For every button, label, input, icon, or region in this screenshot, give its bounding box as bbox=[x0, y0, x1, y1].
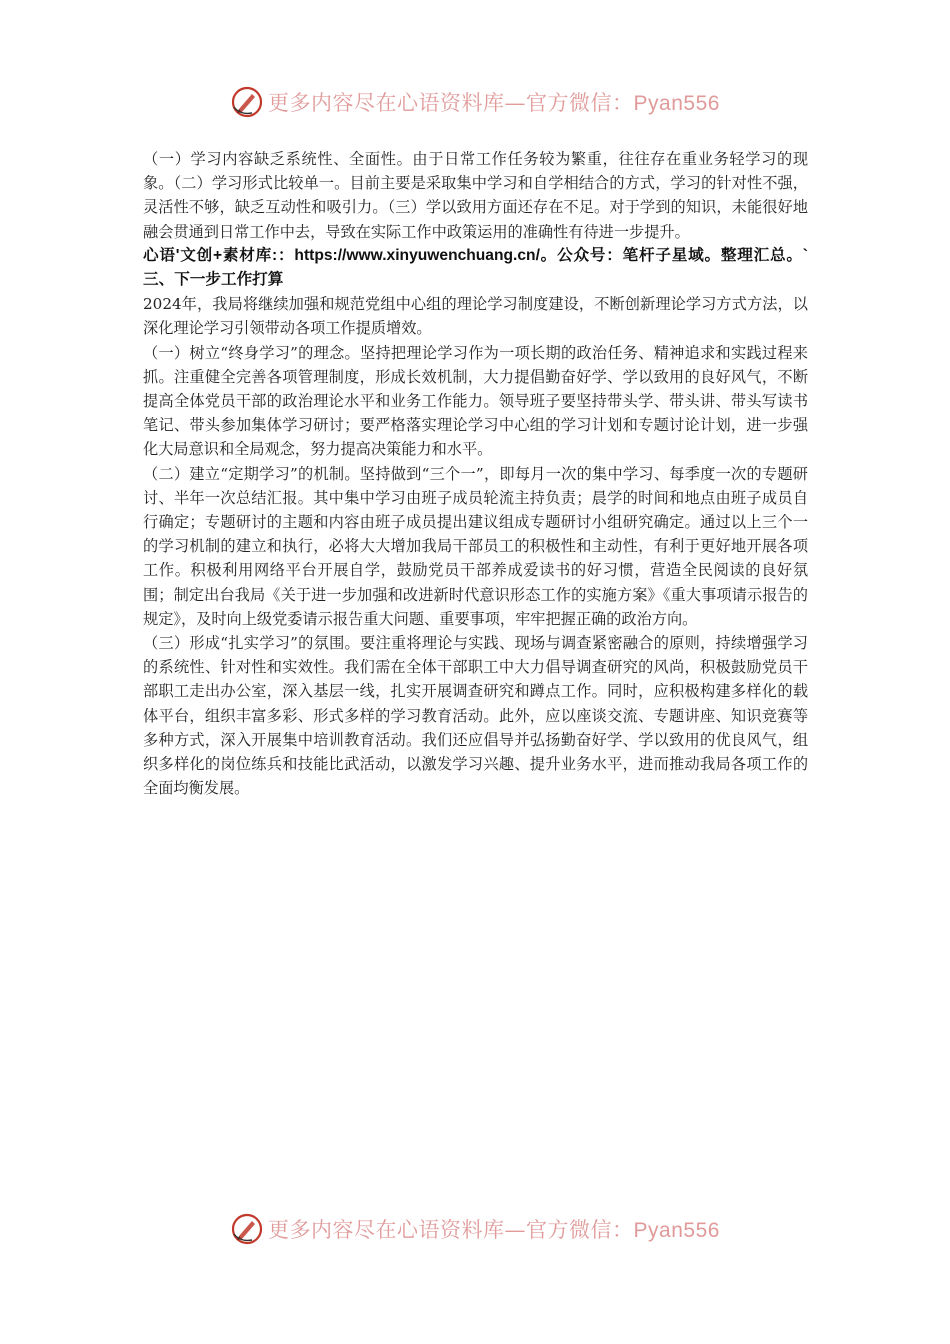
header-banner bbox=[0, 82, 950, 122]
wechat-id: Pyan556 bbox=[633, 92, 720, 115]
pen-nib-logo-icon bbox=[230, 85, 264, 119]
paragraph-lifelong-learning: （一）树立“终身学习”的理念。坚持把理论学习作为一项长期的政治任务、精神追求和实践过程来抓。注重健全完善各项管理制度，形成长效机制，大力提倡勤奋好学、学以致用的良好风气，不断提高全体党员干部的政治理论水平和业务工作能力。领导班子要坚持带头学、带头讲、带头写读书笔记、带头参加集体学习研讨；要严格落实理论学习中心组的学习计划和专题讨论计划，进一步强化大局意识和全局观念，努力提高决策能力和水平。 bbox=[143, 343, 808, 459]
pen-nib-logo-icon bbox=[230, 1212, 264, 1246]
paragraph-source-and-section-heading: 心语'文创+素材库:：https://www.xinyuwenchuang.cn/。公众号：笔杆子星域。整理汇总。`三、下一步工作打算 bbox=[143, 246, 808, 289]
paragraph-plan-intro: 2024年，我局将继续加强和规范党组中心组的理论学习制度建设，不断创新理论学习方式方法，以深化理论学习引领带动各项工作提质增效。 bbox=[143, 295, 808, 338]
paragraph-solid-learning: （三）形成“扎实学习”的氛围。要注重将理论与实践、现场与调查紧密融合的原则，持续增强学习的系统性、针对性和实效性。我们需在全体干部职工中大力倡导调查研究的风尚，积极鼓励党员干部职工走出办公室，深入基层一线，扎实开展调查研究和蹲点工作。同时，应积极构建多样化的载体平台，组织丰富多彩、形式多样的学习教育活动。此外，应以座谈交流、专题讲座、知识竞赛等多种方式，深入开展集中培训教育活动。我们还应倡导并弘扬勤奋好学、学以致用的优良风气，组织多样化的岗位练兵和技能比武活动，以激发学习兴趣、提升业务水平，进而推动我局各项工作的全面均衡发展。 bbox=[143, 634, 808, 798]
paragraph-regular-learning: （二）建立“定期学习”的机制。坚持做到“三个一”，即每月一次的集中学习、每季度一次的专题研讨、半年一次总结汇报。其中集中学习由班子成员轮流主持负责；晨学的时间和地点由班子成员自行确定；专题研讨的主题和内容由班子成员提出建议组成专题研讨小组研究确定。通过以上三个一的学习机制的建立和执行，必将大大增加我局干部员工的积极性和主动性，有利于更好地开展各项工作。积极利用网络平台开展自学，鼓励党员干部养成爱读书的好习惯，营造全民阅读的良好氛围；制定出台我局《关于进一步加强和改进新时代意识形态工作的实施方案》《重大事项请示报告的规定》，及时向上级党委请示报告重大问题、重要事项，牢牢把握正确的政治方向。 bbox=[143, 464, 808, 628]
paragraph-problems: （一）学习内容缺乏系统性、全面性。由于日常工作任务较为繁重，往往存在重业务轻学习的现象。（二）学习形式比较单一。目前主要是采取集中学习和自学相结合的方式，学习的针对性不强，灵活性不够，缺乏互动性和吸引力。（三）学以致用方面还存在不足。对于学到的知识，未能很好地融会贯通到日常工作中去，导致在实际工作中政策运用的准确性有待进一步提升。 bbox=[143, 150, 808, 241]
document-body bbox=[143, 147, 808, 800]
banner-text: 更多内容尽在心语资料库—官方微信：Pyan556 bbox=[268, 1218, 720, 1242]
footer-banner bbox=[0, 1209, 950, 1249]
banner-text: 更多内容尽在心语资料库—官方微信：Pyan556 bbox=[268, 91, 720, 115]
wechat-id: Pyan556 bbox=[633, 1219, 720, 1242]
